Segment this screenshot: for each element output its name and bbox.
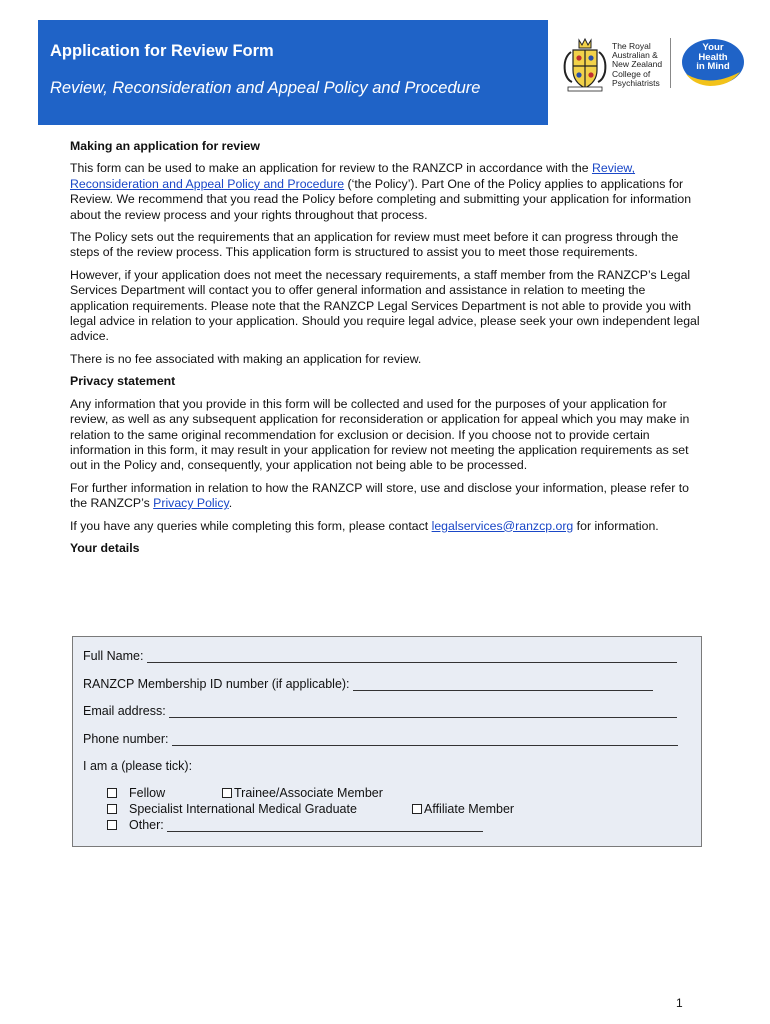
simg-checkbox[interactable] [107, 804, 117, 814]
privacy-policy-paragraph: For further information in relation to how the RANZCP will store, use and disclose your information, please refer to the RANZCP’s Privacy Policy. [70, 480, 689, 511]
phone-input[interactable] [172, 732, 678, 746]
your-details-heading: Your details [70, 540, 140, 555]
fellow-checkbox[interactable] [107, 788, 117, 798]
other-label: Other: [129, 818, 164, 832]
full-name-label: Full Name: [83, 649, 144, 663]
membership-id-input[interactable] [353, 677, 653, 691]
intro-paragraph: This form can be used to make an application for review to the RANZCP in accordance with the Review, Reconsideration and Appeal Policy and Procedure (‘the Policy’). Part One of the Policy applies to applications for Review. We recommend that you read the Policy before completing and submitting your application for information about the review process and your rights throughout that process. [70, 161, 692, 222]
college-crest-icon [560, 36, 610, 92]
no-fee-paragraph: There is no fee associated with making an application for review. [70, 351, 422, 366]
logo-divider [670, 38, 671, 88]
college-name: The Royal Australian & New Zealand College of Psychiatrists [612, 41, 663, 88]
contact-paragraph: If you have any queries while completing this form, please contact legalservices@ranzcp.org for information. [70, 518, 659, 533]
affiliate-label: Affiliate Member [424, 802, 515, 816]
other-option[interactable] [107, 818, 483, 832]
fellow-option[interactable] [107, 786, 165, 800]
policy-link[interactable]: Review, Reconsideration and Appeal Policy and Procedure [70, 161, 636, 191]
simg-option[interactable] [107, 802, 357, 816]
full-name-field [83, 649, 677, 663]
form-subtitle: Review, Reconsideration and Appeal Policy and Procedure [50, 79, 481, 97]
other-input[interactable] [167, 818, 483, 832]
affiliate-checkbox[interactable] [412, 804, 422, 814]
trainee-option[interactable] [222, 786, 383, 800]
making-application-heading: Making an application for review [70, 139, 260, 153]
other-checkbox[interactable] [107, 820, 117, 830]
membership-id-label: RANZCP Membership ID number (if applicable): [83, 677, 350, 691]
email-label: Email address: [83, 704, 166, 718]
affiliate-option[interactable] [412, 802, 514, 816]
membership-id-field [83, 677, 653, 691]
privacy-heading: Privacy statement [70, 374, 176, 389]
header-banner [38, 20, 548, 125]
phone-field [83, 732, 678, 746]
full-name-input[interactable] [147, 649, 677, 663]
page-number: 1 [676, 996, 683, 1010]
your-details-form [72, 636, 702, 847]
member-type-prompt: I am a (please tick): [83, 759, 193, 773]
phone-label: Phone number: [83, 732, 169, 746]
legal-services-email-link[interactable]: legalservices@ranzcp.org [431, 518, 574, 533]
document-body [70, 139, 704, 563]
trainee-checkbox[interactable] [222, 788, 232, 798]
requirements-paragraph: The Policy sets out the requirements that an application for review must meet before it can progress through the steps of the review process. This application form is structured to assist you to meet those requirements. [70, 230, 679, 260]
privacy-paragraph: Any information that you provide in this form will be collected and used for the purposes of your application for review, as well as any subsequent application for reconsideration or application for appeal which you may make in relation to the same original recommendation for exclusion or decision. If you choose not to provide certain information in this form, it may result in your application for review not meeting the application requirements as set out in the Policy and, consequently, your application not being able to be processed. [70, 396, 690, 473]
legal-services-paragraph: However, if your application does not meet the necessary requirements, a staff member from the RANZCP’s Legal Services Department will contact you to offer general information and assistance in relation to meeting the application requirements. Please note that the RANZCP Legal Services Department is not able to provide you with legal advice in relation to your application. Should you require legal advice, please seek your own independent legal advice. [70, 267, 700, 344]
trainee-label: Trainee/Associate Member [234, 786, 383, 800]
form-title: Application for Review Form [50, 42, 274, 60]
simg-label: Specialist International Medical Graduate [129, 802, 357, 816]
fellow-label: Fellow [129, 786, 166, 800]
privacy-policy-link[interactable]: Privacy Policy [153, 496, 229, 511]
your-health-in-mind-text: Your Health in Mind [696, 42, 730, 73]
email-field [83, 704, 677, 718]
email-input[interactable] [169, 704, 677, 718]
